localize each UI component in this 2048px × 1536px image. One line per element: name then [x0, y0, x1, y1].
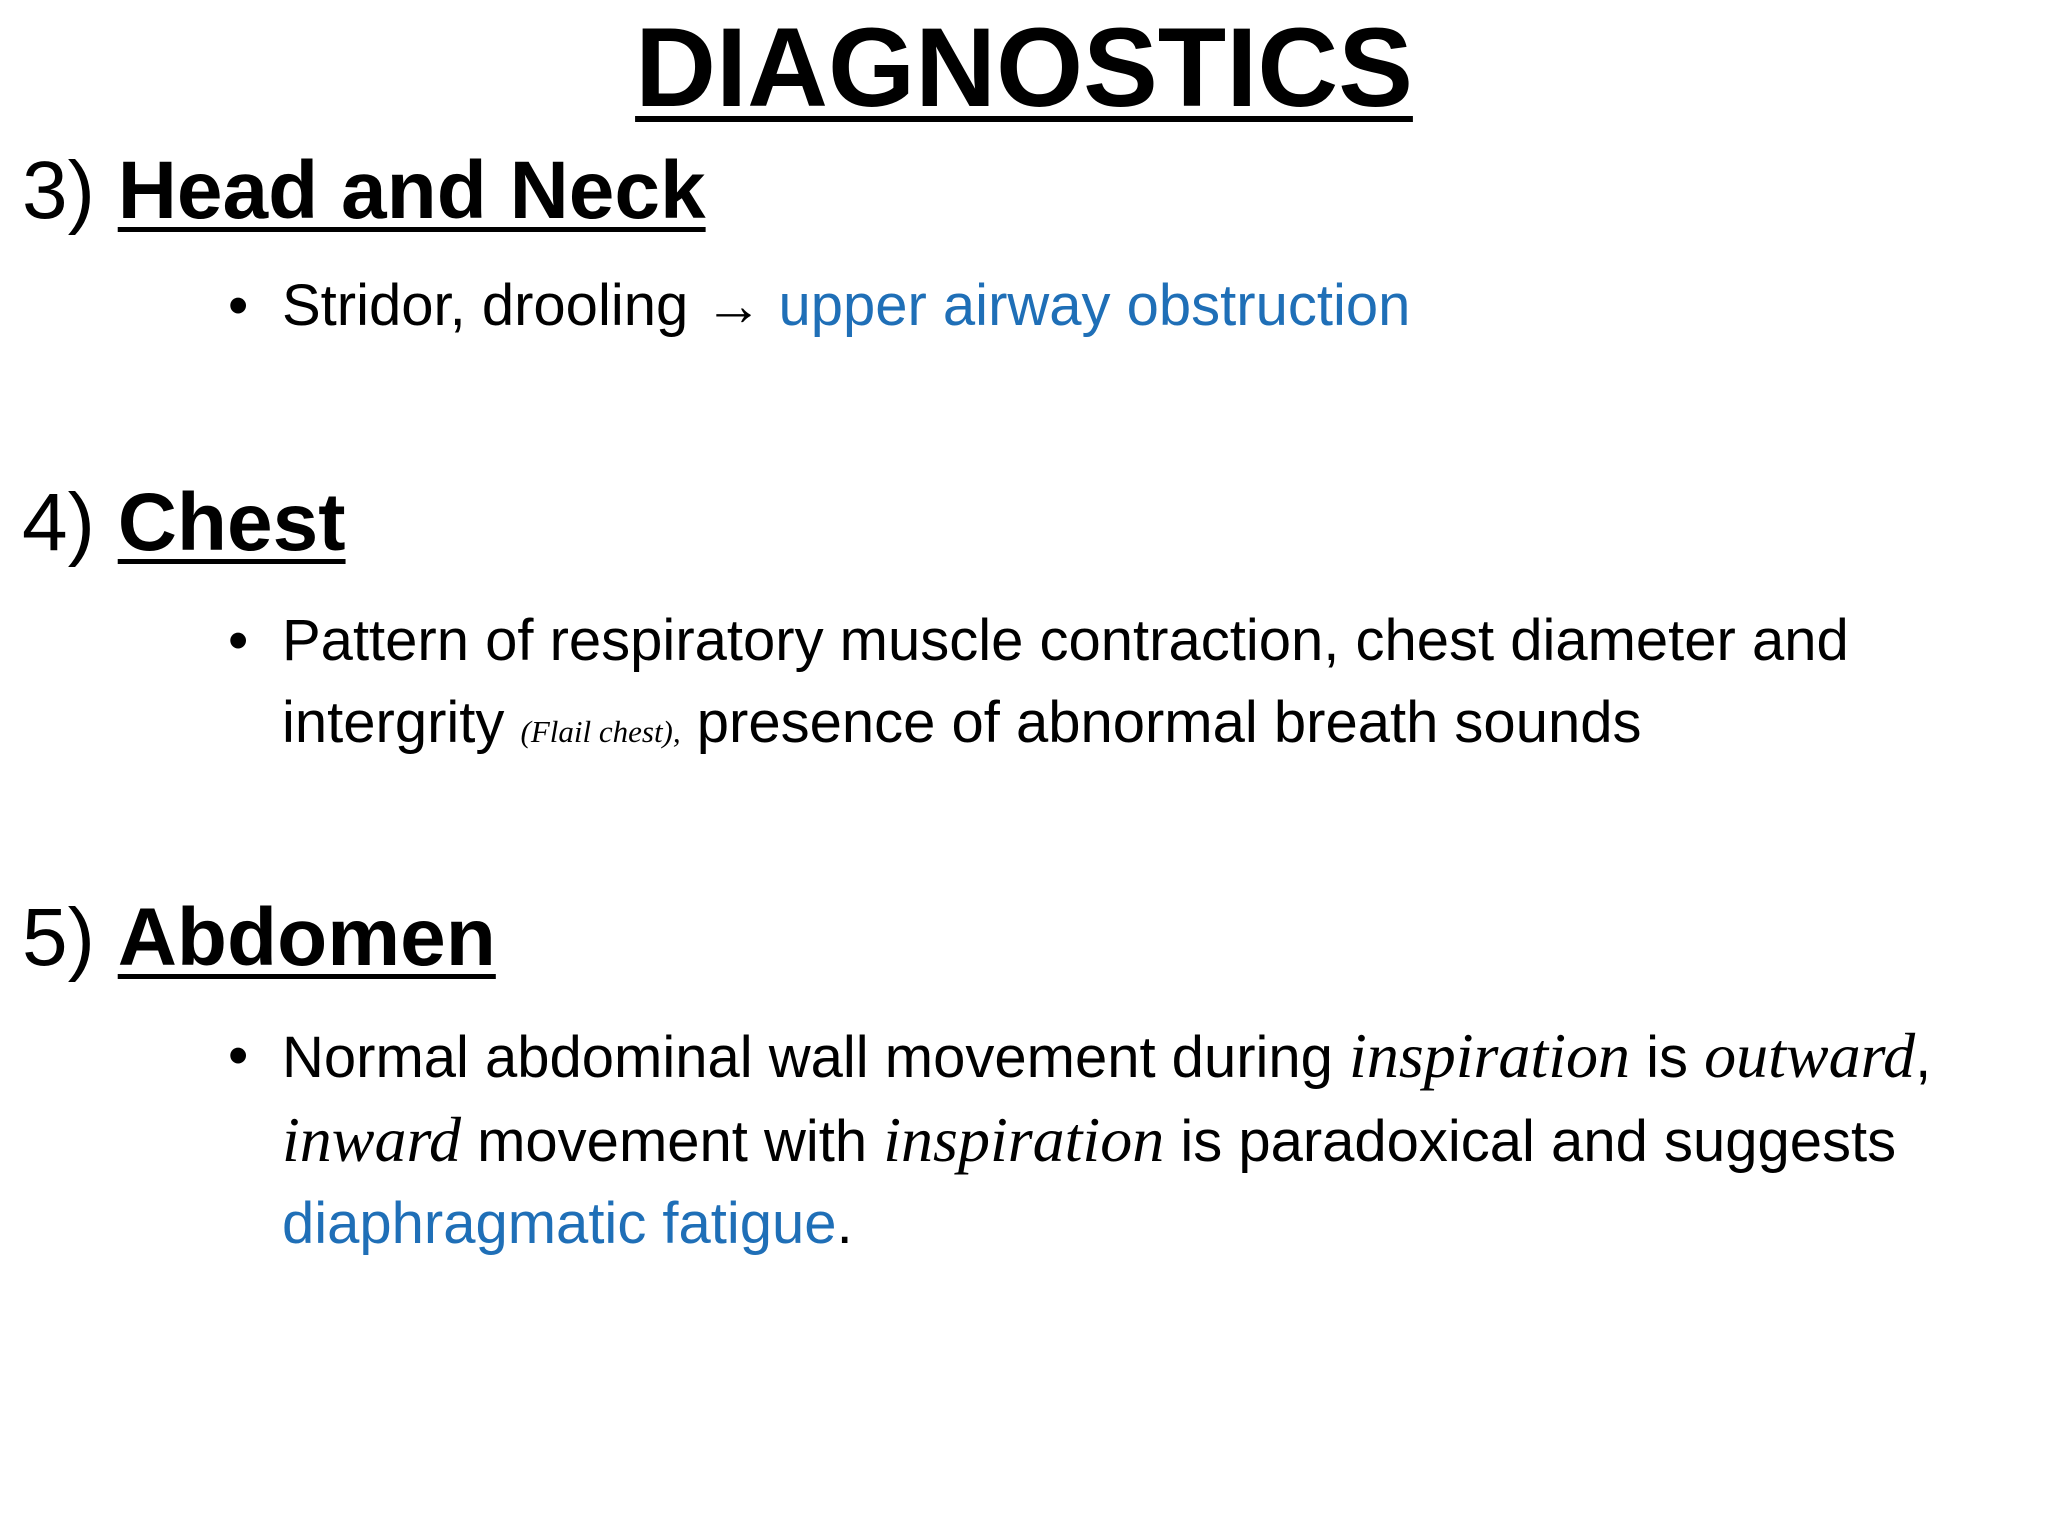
bullet-text-part: presence of abnormal breath sounds [680, 690, 1642, 755]
bullet-text [282, 1015, 2028, 1265]
bullet-emphasis: outward [1704, 1020, 1916, 1091]
section-title: Abdomen [117, 892, 496, 983]
bullet-highlight: diaphragmatic fatigue [282, 1191, 837, 1256]
section-number: 4) [22, 477, 95, 568]
bullet-text-part: is [1629, 1025, 1705, 1090]
bullet-head-neck [228, 265, 2028, 347]
section-heading-abdomen [22, 893, 496, 983]
bullet-chest [228, 600, 2028, 773]
bullet-dot: • [228, 608, 249, 673]
bullet-abdomen [228, 1015, 2028, 1265]
bullet-note: (Flail chest), [520, 714, 681, 749]
bullet-text-part: Pattern of respiratory muscle contraction, chest diameter and intergrity [282, 608, 1849, 755]
section-heading-chest [22, 478, 346, 568]
bullet-emphasis: inspiration [1349, 1020, 1630, 1091]
bullet-emphasis: inspiration [883, 1104, 1165, 1175]
bullet-emphasis: inward [282, 1104, 461, 1175]
bullet-text-part: Stridor, drooling → [282, 273, 779, 338]
bullet-text-part: movement with [461, 1109, 884, 1174]
bullet-dot: • [228, 1023, 249, 1088]
section-title: Chest [117, 477, 346, 568]
slide-title-text: DIAGNOSTICS [635, 5, 1413, 130]
slide-title [0, 4, 2048, 133]
bullet-text-part: is paradoxical and suggests [1164, 1109, 1897, 1174]
bullet-highlight: upper airway obstruction [778, 273, 1411, 338]
section-heading-head-neck [22, 146, 706, 236]
bullet-text [282, 265, 2028, 347]
bullet-dot: • [228, 273, 249, 338]
bullet-text-part: Normal abdominal wall movement during [282, 1025, 1350, 1090]
bullet-text [282, 600, 2028, 773]
section-number: 5) [22, 892, 95, 983]
section-number: 3) [22, 145, 95, 236]
bullet-text-part: , [1915, 1025, 1932, 1090]
section-title: Head and Neck [117, 145, 706, 236]
bullet-text-part: . [836, 1191, 853, 1256]
